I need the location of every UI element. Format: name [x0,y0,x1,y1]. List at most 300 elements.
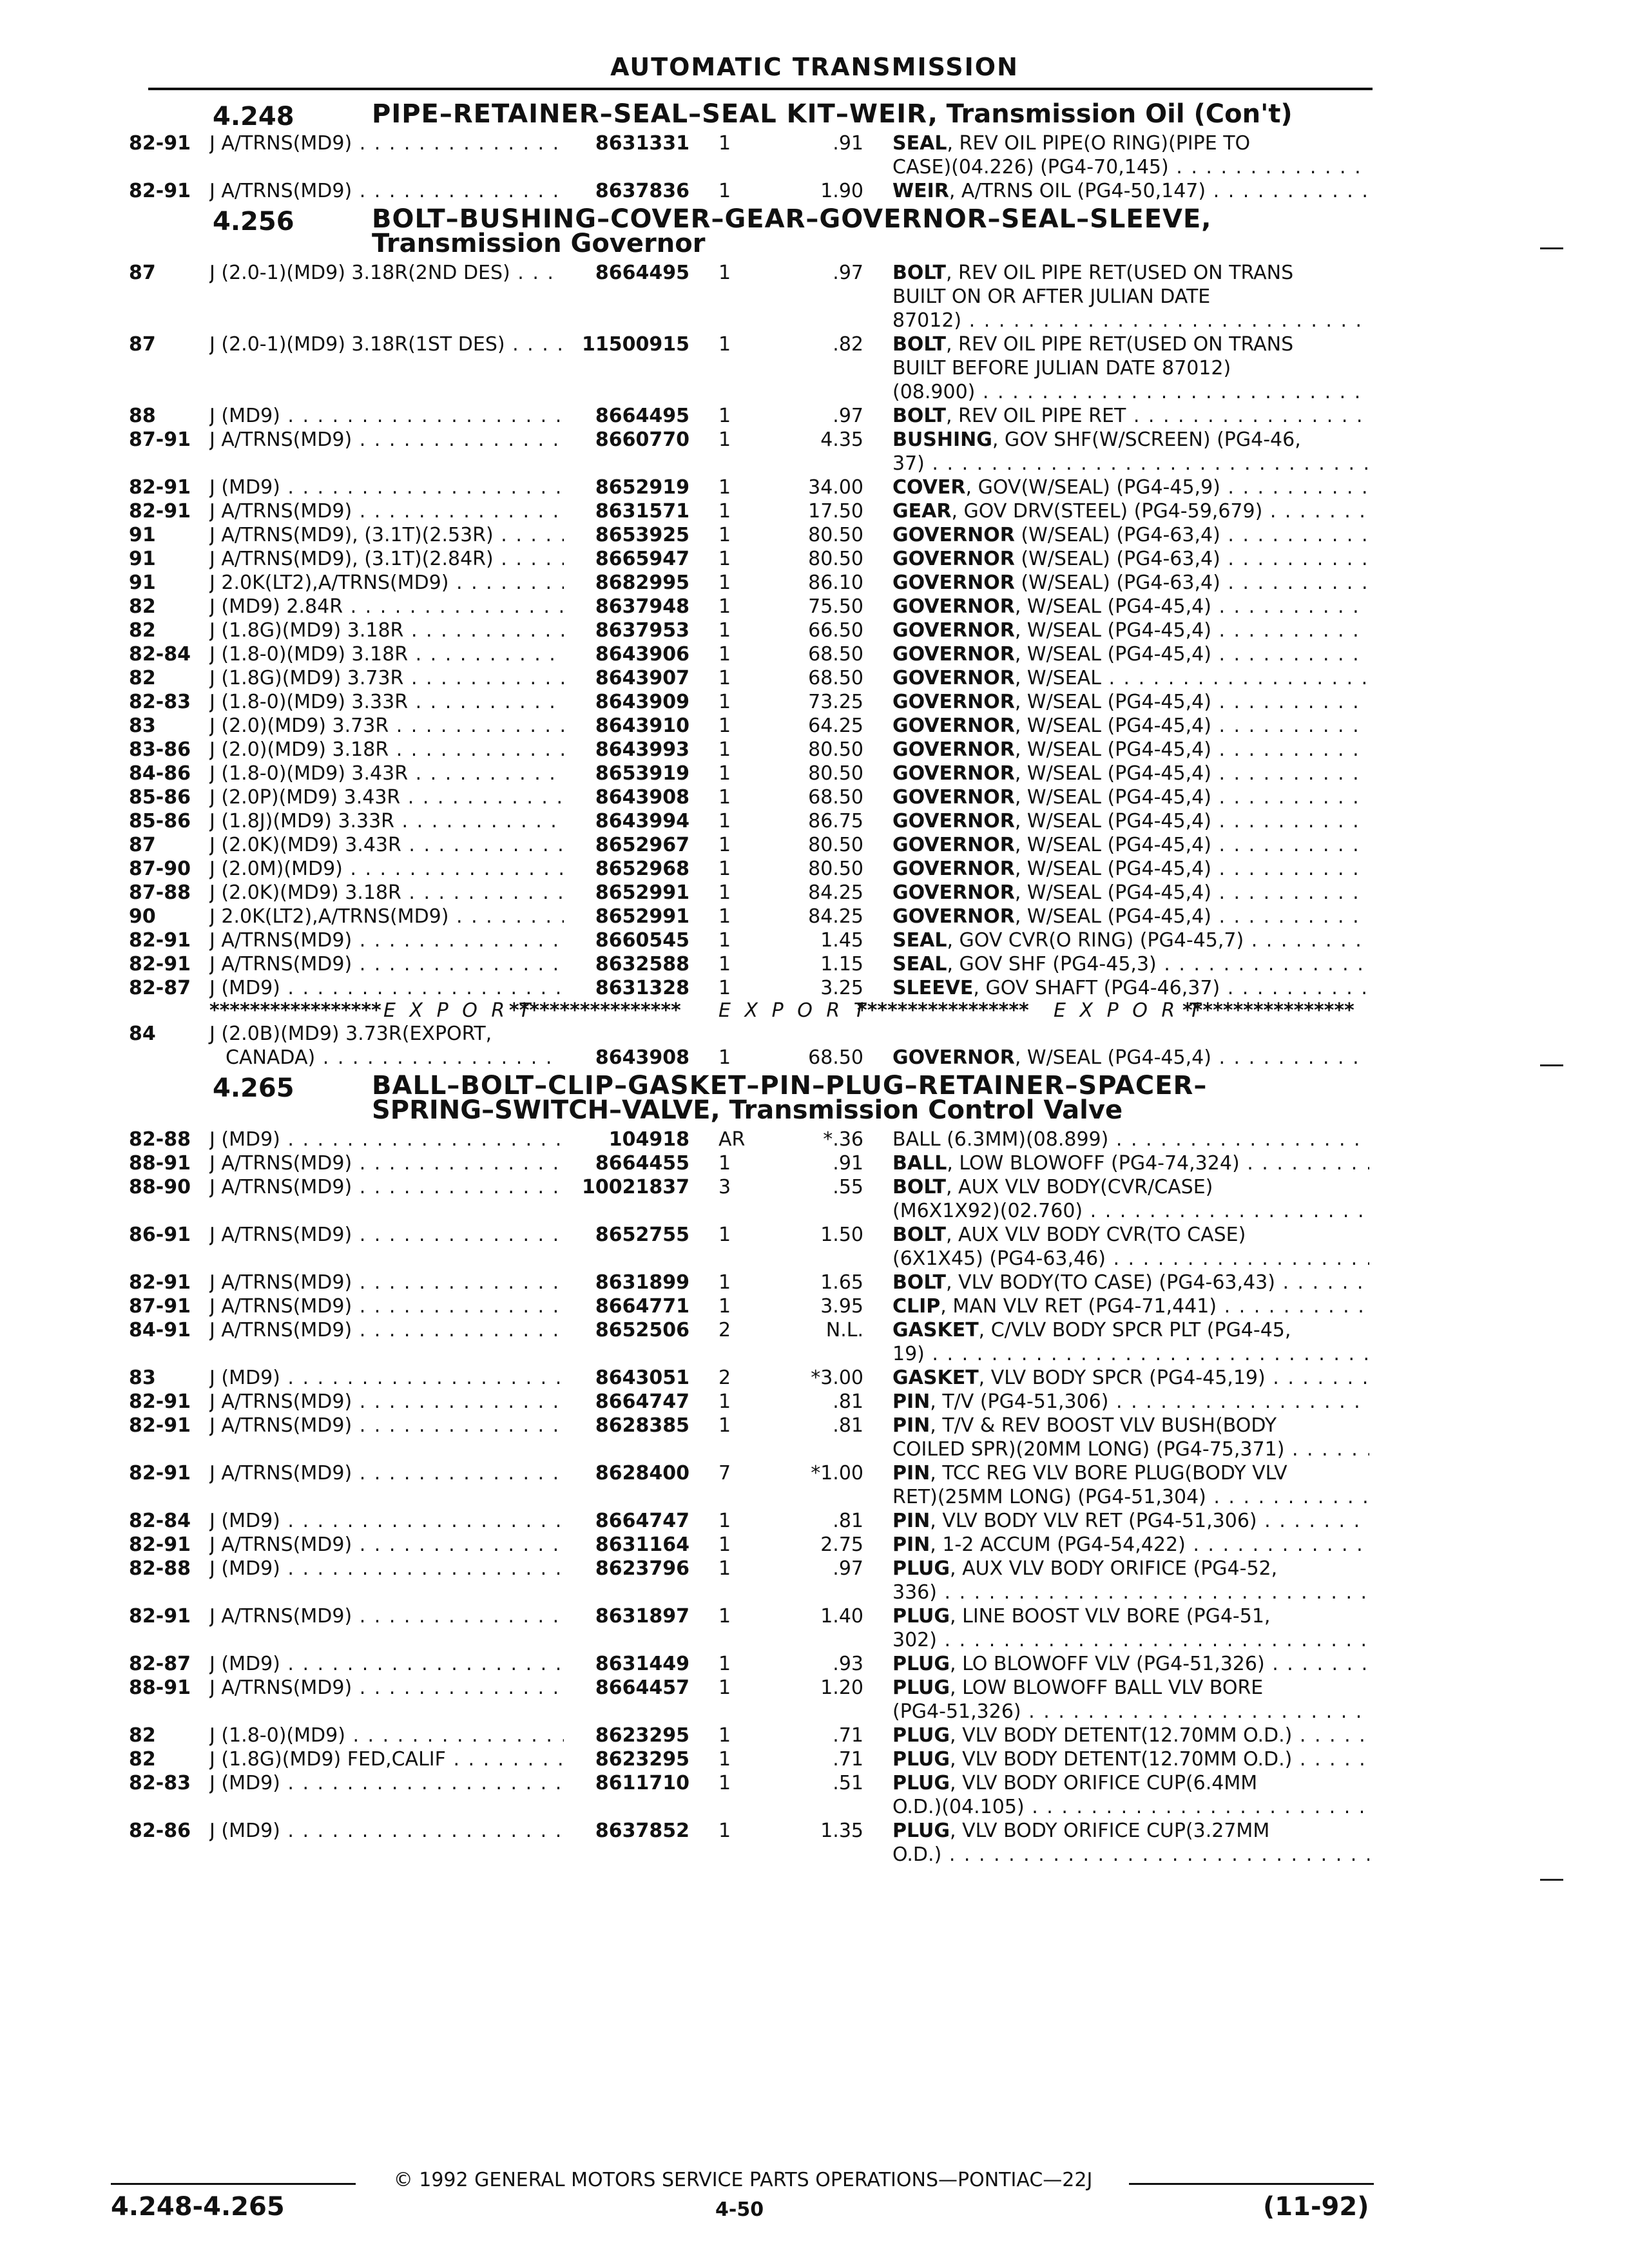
description [892,666,1369,690]
year-range: 82 [129,595,156,618]
price: 80.50 [808,524,863,546]
section-heading [0,1071,1629,1125]
table-row [0,1175,1629,1223]
description [892,714,1369,738]
description [892,571,1369,595]
application: J (MD9) . . . [209,1819,564,1843]
margin-tick [1540,1879,1563,1881]
application: J A/TRNS(MD9), (3.1T)(2.84R) . . . [209,547,564,571]
price: 34.00 [808,476,863,499]
table-row [0,738,1629,762]
year-range: 83 [129,1367,156,1389]
price: 1.90 [820,180,863,202]
quantity: 1 [718,1414,731,1437]
parts-list [0,98,1629,1867]
part-number: 8664457 [595,1677,689,1699]
description [892,1819,1369,1867]
description-line: BOLT, REV OIL PIPE RET(USED ON TRANS [892,262,1294,284]
price: 80.50 [808,834,863,856]
description [892,928,1369,952]
description-line: BOLT, REV OIL PIPE RET . . . [892,404,1369,428]
year-range: 91 [129,548,156,570]
description [892,523,1369,547]
price: 86.75 [808,810,863,832]
part-number: 8643051 [595,1367,689,1389]
part-number: 8652919 [595,476,689,499]
export-label: E X P O R T [1054,999,1205,1022]
description-line: CASE)(04.226) (PG4-70,145) . . . [892,155,1369,179]
description-line: O.D.) . . . [892,1843,1369,1867]
description [892,1271,1369,1294]
application: J (MD9) . . . [209,976,564,1000]
quantity: 1 [718,667,731,689]
part-number: 8628400 [595,1462,689,1485]
export-label: E X P O R T [383,999,535,1022]
application: J (MD9) . . . [209,476,564,499]
description-line: GOVERNOR, W/SEAL (PG4-45,4) . . . [892,809,1369,833]
year-range: 82-91 [129,500,191,523]
quantity: 1 [718,180,731,202]
description-line: GOVERNOR, W/SEAL (PG4-45,4) . . . [892,714,1369,738]
section-title [372,1071,1377,1125]
part-number: 8631164 [595,1533,689,1556]
description [892,1533,1369,1557]
application: J A/TRNS(MD9) . . . [209,1461,564,1485]
quantity: 3 [718,1176,731,1198]
description [892,428,1369,476]
description [892,642,1369,666]
table-row [0,905,1629,928]
price: 17.50 [808,500,863,523]
part-number: 8643909 [595,691,689,713]
description [892,881,1369,905]
quantity: 1 [718,1653,731,1675]
part-number: 8631897 [595,1605,689,1628]
quantity: 1 [718,1533,731,1556]
year-range: 82-91 [129,1533,191,1556]
description-line: BALL, LOW BLOWOFF (PG4-74,324) . . . [892,1151,1369,1175]
description-line: (08.900) . . . [892,380,1369,404]
part-number: 8631331 [595,132,689,155]
year-range: 83-86 [129,738,191,761]
part-number: 8643993 [595,738,689,761]
description-line: PLUG, VLV BODY DETENT(12.70MM O.D.) . . . [892,1747,1369,1771]
description [892,1509,1369,1533]
year-range: 87 [129,834,156,856]
year-range: 84-86 [129,762,191,785]
section-title-main: BALL–BOLT–CLIP–GASKET–PIN–PLUG–RETAINER–SPACER– [372,1071,1208,1100]
quantity: 1 [718,132,731,155]
table-row [0,476,1629,499]
table-row [0,642,1629,666]
table-row [0,131,1629,179]
year-range: 91 [129,524,156,546]
price: .81 [833,1414,863,1437]
footer-page-number: 4-50 [715,2198,764,2221]
quantity: 1 [718,977,731,999]
year-range: 85-86 [129,810,191,832]
quantity: 2 [718,1319,731,1341]
description-line: BOLT, REV OIL PIPE RET(USED ON TRANS [892,333,1294,356]
description-line: PLUG, VLV BODY ORIFICE CUP(6.4MM [892,1772,1258,1794]
part-number: 8664455 [595,1152,689,1175]
description-line: GOVERNOR, W/SEAL (PG4-45,4) . . . [892,833,1369,857]
table-row [0,1676,1629,1724]
description-line: 302) . . . [892,1628,1369,1652]
application: J (2.0P)(MD9) 3.43R . . . [209,785,564,809]
application: J (MD9) . . . [209,404,564,428]
price: .81 [833,1510,863,1532]
table-row [0,547,1629,571]
price: .93 [833,1653,863,1675]
part-number: 8643908 [595,1046,689,1069]
application: J A/TRNS(MD9) . . . [209,952,564,976]
description [892,1604,1369,1652]
price: 75.50 [808,595,863,618]
part-number: 8637948 [595,595,689,618]
description-line: PLUG, VLV BODY DETENT(12.70MM O.D.) . . . [892,1724,1369,1747]
table-row [0,690,1629,714]
table-row [0,595,1629,619]
quantity: 1 [718,810,731,832]
application-cont: CANADA) . . . [226,1046,561,1070]
application: J (MD9) . . . [209,1128,564,1151]
year-range: 87-90 [129,858,191,880]
price: 1.15 [820,953,863,975]
section-title-sub: Transmission Oil (Con't) [946,99,1293,129]
application: J A/TRNS(MD9) . . . [209,1414,564,1437]
table-row [0,762,1629,785]
price: 68.50 [808,786,863,809]
year-range: 84 [129,1023,156,1045]
application: J (MD9) . . . [209,1652,564,1676]
quantity: 1 [718,1271,731,1294]
price: .97 [833,262,863,284]
price: 68.50 [808,643,863,666]
table-row [0,261,1629,332]
part-number: 8631571 [595,500,689,523]
year-range: 82 [129,667,156,689]
table-row [0,1747,1629,1771]
price: *1.00 [811,1462,863,1485]
quantity: 1 [718,715,731,737]
year-range: 91 [129,572,156,594]
year-range: 82-88 [129,1128,191,1151]
application: J (1.8G)(MD9) 3.73R . . . [209,666,564,690]
part-number: 8660770 [595,428,689,451]
part-number: 8652991 [595,905,689,928]
description [892,619,1369,642]
application: J A/TRNS(MD9) . . . [209,1223,564,1247]
year-range: 88-91 [129,1677,191,1699]
year-range: 82-87 [129,977,191,999]
table-row [0,523,1629,547]
quantity: 1 [718,858,731,880]
price: .71 [833,1748,863,1771]
quantity: 1 [718,500,731,523]
table-row [0,1151,1629,1175]
quantity: 1 [718,262,731,284]
quantity: 1 [718,524,731,546]
header-rule [148,88,1373,90]
quantity: 1 [718,595,731,618]
description [892,332,1369,404]
application: J (1.8-0)(MD9) 3.18R . . . [209,642,564,666]
year-range: 82-88 [129,1557,191,1580]
description-line: COVER, GOV(W/SEAL) (PG4-45,9) . . . [892,476,1369,499]
page-title: AUTOMATIC TRANSMISSION [610,53,1019,81]
table-row [0,404,1629,428]
year-range: 82-87 [129,1653,191,1675]
part-number: 8652755 [595,1224,689,1246]
quantity: 1 [718,1724,731,1747]
price: 64.25 [808,715,863,737]
application: J 2.0K(LT2),A/TRNS(MD9) . . . [209,905,564,928]
price: 86.10 [808,572,863,594]
quantity: 1 [718,929,731,952]
description-line: GOVERNOR, W/SEAL (PG4-45,4) . . . [892,619,1369,642]
application: J (2.0K)(MD9) 3.43R . . . [209,833,564,857]
year-range: 82 [129,1748,156,1771]
part-number: 11500915 [582,333,689,356]
application: J A/TRNS(MD9) . . . [209,1318,564,1342]
price: .71 [833,1724,863,1747]
year-range: 87 [129,262,156,284]
table-row [0,1223,1629,1271]
description [892,261,1369,332]
description-line: SEAL, GOV SHF (PG4-45,3) . . . [892,952,1369,976]
application: J A/TRNS(MD9) . . . [209,1390,564,1414]
price: 2.75 [820,1533,863,1556]
margin-tick [1540,1064,1563,1066]
application: J (1.8-0)(MD9) 3.33R . . . [209,690,564,714]
description-line: PLUG, AUX VLV BODY ORIFICE (PG4-52, [892,1557,1278,1580]
table-row [0,1461,1629,1509]
price: 1.50 [820,1224,863,1246]
application: J A/TRNS(MD9) . . . [209,428,564,452]
year-range: 82-91 [129,1462,191,1485]
description-line: 87012) . . . [892,309,1369,332]
year-range: 82-83 [129,691,191,713]
application: J (2.0K)(MD9) 3.18R . . . [209,881,564,905]
quantity: 1 [718,1510,731,1532]
price: 4.35 [820,428,863,451]
description [892,131,1369,179]
part-number: 8623796 [595,1557,689,1580]
quantity: 1 [718,333,731,356]
table-row [0,499,1629,523]
part-number: 8664495 [595,405,689,427]
description [892,1366,1369,1390]
table-row [0,1414,1629,1461]
quantity: 1 [718,643,731,666]
table-row [0,1724,1629,1747]
footer-date: (11-92) [1263,2192,1369,2222]
description [892,1128,1369,1151]
description [892,1390,1369,1414]
description-line: BUSHING, GOV SHF(W/SCREEN) (PG4-46, [892,428,1301,451]
description [892,1724,1369,1747]
year-range: 82-91 [129,929,191,952]
application: J (1.8-0)(MD9) 3.43R . . . [209,762,564,785]
price: 80.50 [808,858,863,880]
description [892,1046,1369,1070]
part-number: 8660545 [595,929,689,952]
price: N.L. [825,1319,863,1341]
table-row [0,1390,1629,1414]
application: J A/TRNS(MD9) . . . [209,1533,564,1557]
description [892,1461,1369,1509]
description-line: (6X1X45) (PG4-63,46) . . . [892,1247,1369,1271]
year-range: 84-91 [129,1319,191,1341]
year-range: 82-83 [129,1772,191,1794]
application: J (2.0B)(MD9) 3.73R(EXPORT, [209,1023,492,1045]
description [892,952,1369,976]
application: J (1.8J)(MD9) 3.33R . . . [209,809,564,833]
export-label: E X P O R T [718,999,870,1022]
table-row [0,952,1629,976]
description-line: 19) . . . [892,1342,1369,1366]
description [892,809,1369,833]
description-line: (M6X1X92)(02.760) . . . [892,1199,1369,1223]
footer-copyright: © 1992 GENERAL MOTORS SERVICE PARTS OPERATIONS—PONTIAC—22J [393,2169,1093,2191]
year-range: 82-91 [129,132,191,155]
year-range: 82-86 [129,1820,191,1842]
description-line: BALL (6.3MM)(08.899) . . . [892,1128,1369,1151]
part-number: 8637852 [595,1820,689,1842]
price: 84.25 [808,881,863,904]
section-title-main: BOLT–BUSHING–COVER–GEAR–GOVERNOR–SEAL–SLEEVE, [372,204,1212,234]
table-row [0,1294,1629,1318]
export-stars: ***************** [1182,999,1354,1022]
export-divider [0,1000,1629,1022]
table-row [0,1509,1629,1533]
application: J (MD9) . . . [209,1771,564,1795]
quantity: 1 [718,691,731,713]
price: 1.45 [820,929,863,952]
table-row [0,428,1629,476]
application: J (MD9) . . . [209,1509,564,1533]
description-line: CLIP, MAN VLV RET (PG4-71,441) . . . [892,1294,1369,1318]
part-number: 8611710 [595,1772,689,1794]
price: .91 [833,132,863,155]
part-number: 8631899 [595,1271,689,1294]
footer-rule-right [1129,2183,1374,2185]
table-row [0,666,1629,690]
description-line: GOVERNOR, W/SEAL (PG4-45,4) . . . [892,1046,1369,1070]
table-row [0,1604,1629,1652]
part-number: 8628385 [595,1414,689,1437]
price: 1.40 [820,1605,863,1628]
year-range: 82-91 [129,953,191,975]
year-range: 87-88 [129,881,191,904]
year-range: 88 [129,405,156,427]
year-range: 82-84 [129,643,191,666]
description [892,1652,1369,1676]
part-number: 10021837 [582,1176,689,1198]
description [892,595,1369,619]
table-row [0,1318,1629,1366]
table-row [0,332,1629,404]
table-row [0,809,1629,833]
application: J (1.8-0)(MD9) . . . [209,1724,564,1747]
quantity: 1 [718,905,731,928]
description [892,905,1369,928]
description [892,690,1369,714]
description [892,1223,1369,1271]
description [892,1557,1369,1604]
description [892,1294,1369,1318]
description-line: O.D.)(04.105) . . . [892,1795,1369,1819]
year-range: 82-91 [129,1605,191,1628]
part-number: 8631449 [595,1653,689,1675]
price: *3.00 [811,1367,863,1389]
description-line: BOLT, AUX VLV BODY CVR(TO CASE) [892,1224,1246,1246]
table-row [0,857,1629,881]
application: J (2.0-1)(MD9) 3.18R(2ND DES) . . . [209,261,564,285]
description-line: GOVERNOR, W/SEAL (PG4-45,4) . . . [892,642,1369,666]
price: *.36 [823,1128,863,1151]
description-line: PIN, T/V (PG4-51,306) . . . [892,1390,1369,1414]
application: J (1.8G)(MD9) FED,CALIF . . . [209,1747,564,1771]
section-title-sub: Transmission Governor [372,229,706,258]
part-number: 8643910 [595,715,689,737]
table-row [0,1271,1629,1294]
description-line: 37) . . . [892,452,1369,476]
part-number: 8653919 [595,762,689,785]
price: .55 [833,1176,863,1198]
part-number: 8652967 [595,834,689,856]
description [892,1747,1369,1771]
description-line: GOVERNOR, W/SEAL (PG4-45,4) . . . [892,905,1369,928]
price: 68.50 [808,1046,863,1069]
quantity: 1 [718,738,731,761]
description-line: PLUG, LO BLOWOFF VLV (PG4-51,326) . . . [892,1652,1369,1676]
description [892,1175,1369,1223]
export-stars: ***************** [857,999,1029,1022]
table-row [0,714,1629,738]
table-row [0,179,1629,203]
year-range: 90 [129,905,156,928]
table-row [0,571,1629,595]
description [892,857,1369,881]
application: J (MD9) . . . [209,1366,564,1390]
description-line: 336) . . . [892,1581,1369,1604]
description-line: BUILT ON OR AFTER JULIAN DATE [892,285,1211,308]
application: J (MD9) . . . [209,1557,564,1581]
application: J A/TRNS(MD9) . . . [209,131,564,155]
description-line: SLEEVE, GOV SHAFT (PG4-46,37) . . . [892,976,1369,1000]
description-line: WEIR, A/TRNS OIL (PG4-50,147) . . . [892,179,1369,203]
year-range: 82-91 [129,180,191,202]
export-stars: ***************** [509,999,681,1022]
description-line: GOVERNOR, W/SEAL . . . [892,666,1369,690]
price: 1.20 [820,1677,863,1699]
description-line: GOVERNOR, W/SEAL (PG4-45,4) . . . [892,785,1369,809]
application: J A/TRNS(MD9) . . . [209,499,564,523]
application: J (2.0)(MD9) 3.18R . . . [209,738,564,762]
quantity: 1 [718,476,731,499]
table-row [0,1819,1629,1867]
application: J (MD9) 2.84R . . . [209,595,564,619]
description [892,762,1369,785]
application: J A/TRNS(MD9) . . . [209,1604,564,1628]
section-title [372,204,1377,258]
part-number: 8643908 [595,786,689,809]
price: .82 [833,333,863,356]
description-line: SEAL, GOV CVR(O RING) (PG4-45,7) . . . [892,928,1369,952]
price: .97 [833,1557,863,1580]
